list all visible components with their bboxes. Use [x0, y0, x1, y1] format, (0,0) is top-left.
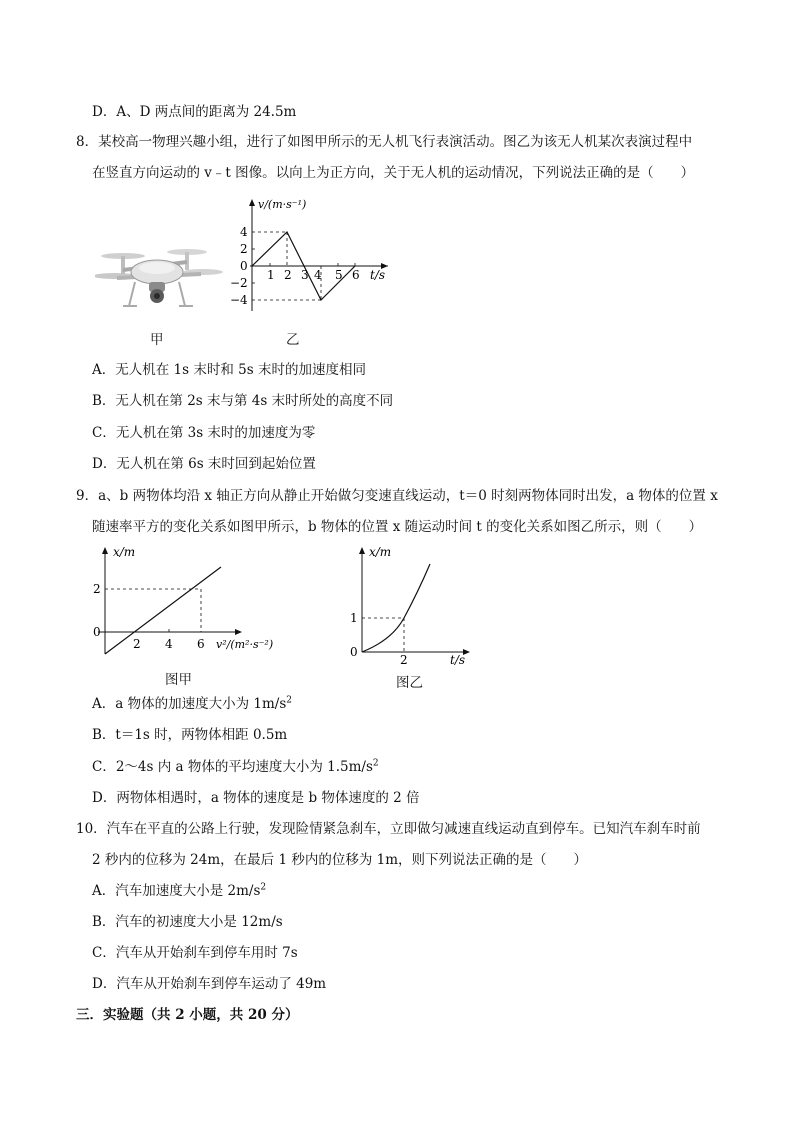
q10-option-a-text: A．汽车加速度大小是 2m/s	[92, 883, 261, 899]
q8-ylabel: v/(m·s⁻¹)	[258, 198, 307, 211]
q10-option-c: C．汽车从开始刹车到停车用时 7s	[92, 945, 298, 961]
q9-option-c-text: C．2～4s 内 a 物体的平均速度大小为 1.5m/s	[92, 759, 373, 775]
q9b-ytick-0: 0	[350, 645, 358, 659]
q9-option-d: D．两物体相遇时，a 物体的速度是 b 物体速度的 2 倍	[92, 790, 420, 806]
q9-fig-caption-a: 图甲	[165, 672, 192, 688]
q10-option-a-sup: 2	[260, 882, 267, 893]
q9b-data-curve	[362, 564, 430, 652]
q9a-ytick-2: 2	[93, 582, 101, 596]
q8-xtick-5: 5	[335, 268, 343, 282]
q8-option-d: D．无人机在第 6s 末时回到起始位置	[92, 456, 316, 472]
q8-fig-caption-b: 乙	[286, 332, 300, 348]
q9-graph-b	[342, 542, 482, 667]
q8-option-c: C．无人机在第 3s 末时的加速度为零	[92, 425, 316, 441]
q8-xtick-4: 4	[314, 268, 322, 282]
q9b-xtick-2: 2	[400, 653, 408, 667]
q8-xtick-6: 6	[352, 268, 360, 282]
q9a-xlabel: v²/(m²·s⁻²)	[216, 638, 274, 651]
q9a-xtick-4: 4	[165, 637, 173, 651]
q10-stem-line1: 10．汽车在平直的公路上行驶，发现险情紧急刹车，立即做匀减速直线运动直到停车。已知汽车刹车时前	[76, 821, 701, 837]
q9b-xlabel: t/s	[450, 653, 466, 667]
q9a-xtick-6: 6	[197, 637, 205, 651]
q9a-xtick-2: 2	[133, 637, 141, 651]
q9-option-a	[92, 695, 292, 713]
q7-option-d: D．A、D 两点间的距离为 24.5m	[92, 104, 297, 120]
q9-option-c-sup: 2	[372, 758, 379, 769]
q9-stem-line1: 9．a、b 两物体均沿 x 轴正方向从静止开始做匀变速直线运动，t＝0 时刻两物体同时出发，a 物体的位置 x	[76, 488, 718, 504]
q10-option-b: B．汽车的初速度大小是 12m/s	[92, 914, 283, 930]
q8-xtick-3: 3	[301, 268, 309, 282]
q8-xlabel: t/s	[370, 268, 386, 282]
q9-stem-line2: 随速率平方的变化关系如图甲所示，b 物体的位置 x 随运动时间 t 的变化关系如图乙所示，则（ ）	[92, 519, 703, 535]
q9-option-a-sup: 2	[286, 695, 292, 706]
q9-fig-caption-b: 图乙	[396, 675, 423, 691]
drone-image	[95, 240, 225, 320]
q10-option-a	[92, 882, 266, 900]
q8-xtick-1: 1	[267, 268, 275, 282]
q8-xtick-2: 2	[284, 268, 292, 282]
q9-graph-a	[88, 542, 288, 662]
q8-ytick-neg4: −4	[230, 293, 248, 307]
section-3-heading: 三．实验题（共 2 小题，共 20 分）	[76, 1007, 299, 1023]
q8-option-b: B．无人机在第 2s 末与第 4s 末时所处的高度不同	[92, 393, 394, 409]
q8-ytick-2: 2	[240, 242, 248, 256]
q8-ytick-0: 0	[240, 259, 248, 273]
q8-stem-line2: 在竖直方向运动的 v﹣t 图像。以向上为正方向，关于无人机的运动情况，下列说法正确的是（ ）	[92, 165, 695, 181]
q8-ytick-4: 4	[240, 225, 248, 239]
q8-ytick-neg2: −2	[230, 276, 248, 290]
q9-option-c	[92, 758, 379, 776]
q10-stem-line2: 2 秒内的位移为 24m，在最后 1 秒内的位移为 1m，则下列说法正确的是（ ）	[92, 852, 588, 868]
q9b-ytick-1: 1	[350, 611, 358, 625]
q9b-ylabel: x/m	[369, 545, 392, 559]
q9a-ylabel: x/m	[113, 545, 136, 559]
q8-fig-caption-a: 甲	[150, 332, 164, 348]
q8-option-a: A．无人机在 1s 末时和 5s 末时的加速度相同	[92, 362, 366, 378]
q9a-ytick-0: 0	[93, 625, 101, 639]
q9-option-b: B．t＝1s 时，两物体相距 0.5m	[92, 727, 288, 743]
q8-stem-line1: 8．某校高一物理兴趣小组，进行了如图甲所示的无人机飞行表演活动。图乙为该无人机某次表演过程中	[76, 134, 693, 150]
q9-option-a-text: A．a 物体的加速度大小为 1m/s	[92, 696, 287, 712]
q10-option-d: D．汽车从开始刹车到停车运动了 49m	[92, 976, 327, 992]
q8-vt-graph	[228, 193, 398, 323]
